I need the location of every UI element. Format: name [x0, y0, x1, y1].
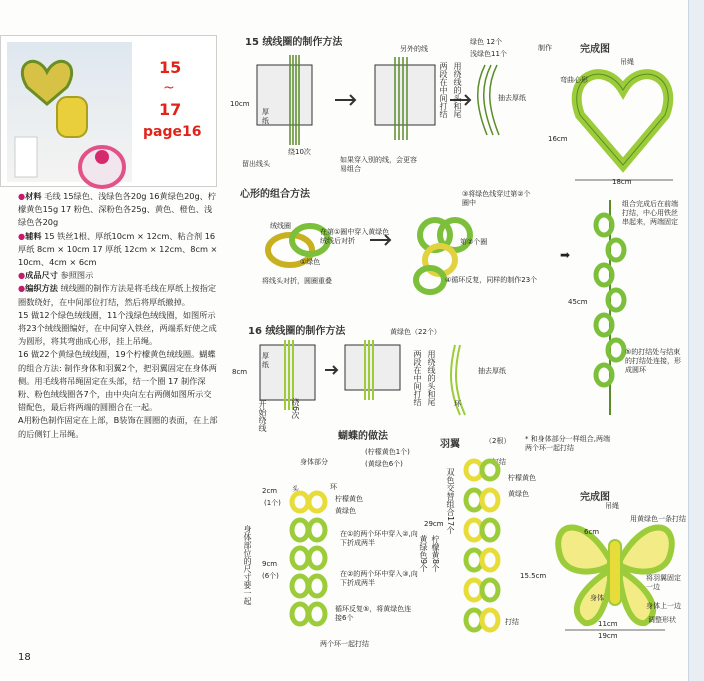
label-tie5: ⑤的打结处与结束的打结处连接，形成圆环: [625, 348, 681, 374]
label-16cm: 16cm: [548, 135, 568, 143]
label-wire: 组合完成后在前端打结，中心用铁丝串起来，两端固定: [622, 200, 678, 226]
butterfly-body-diagram: [285, 490, 335, 650]
label-wing-note: 双色交替组合17个: [446, 468, 455, 535]
label-step-b: ③将绿色线穿过第②个圈中: [462, 190, 531, 207]
label-body-note: 身体部位的尺寸要一起: [243, 525, 252, 605]
label-repeat-bf: 循环反复⑤，将黄绿色连接6个: [335, 605, 412, 622]
label-second: 第②个圈: [460, 238, 488, 246]
photo-card: [0, 35, 217, 187]
label-yg2: 黄绿色: [508, 490, 529, 498]
label-10cm: 10cm: [230, 100, 250, 108]
label-step-a: 在第①圈中穿入黄绿色绒线后对折: [320, 228, 390, 245]
label-lemon-yellow: 柠檬黄色: [508, 474, 536, 482]
label-tie-middle-16: 两段在中间打结: [413, 350, 422, 406]
aux-line: ●辅料 15 铁丝1根、厚纸10cm × 12cm、粘合剂 16 厚纸 8cm × 10cm 17 厚纸 12cm × 12cm、8cm × 10cm、4cm × 6cm: [18, 230, 218, 268]
label-9cm: 9cm: [262, 560, 278, 568]
braid-diagram: [590, 195, 630, 425]
para-17: A用粉色制作固定在上部，B装饰在圆圈的表面，在上部的后侧钉上吊绳。: [18, 415, 218, 439]
wing-diagram: [462, 455, 502, 640]
label-wing-fix: 将羽翼固定一边: [646, 574, 681, 591]
label-body: 身体部分: [300, 458, 328, 466]
label-29cm: 29cm: [424, 520, 444, 528]
label-six: (6个): [262, 572, 279, 580]
label-two: （2根）: [485, 437, 511, 445]
next-page-edge: [688, 0, 704, 681]
label-ring: 绒线圈: [270, 222, 291, 230]
method-line: ●编织方法 绒线圈的制作方法是将毛线在厚纸上按指定圈数绕好，在中间部位打结，然后将厚纸撤掉。: [18, 283, 217, 307]
arrow-icon: [325, 366, 337, 374]
label-start: 开始绕线: [258, 400, 267, 432]
label-fold: 将线头对折，圆圈重叠: [262, 277, 332, 285]
label-tie-middle: 两段在中间打结: [439, 62, 448, 118]
para-16: 16 做22个黄绿色绒线圈，19个柠檬黄色绒线圈。蝴蝶的组合方法: 制作身体和羽翼2个，把羽翼固定在身体两侧。用毛线将吊绳固定在头部，结一个圈 17 制作深粉、粉色绒线圈各7个，由中央向左右两侧如图所示交错配色，最后将两端的圆圈合在一起。: [18, 349, 217, 413]
label-use-yarn-16: 用绕线的头和尾: [427, 350, 436, 406]
label-tie: 打结: [492, 458, 506, 466]
finished-title-2: 完成图: [580, 492, 610, 503]
heart-assembly-diagram: [250, 210, 550, 310]
label-body-up: 身体上一边: [646, 602, 681, 610]
bullet-icon: ●: [18, 230, 26, 241]
label-thick-paper: 厚纸: [262, 108, 269, 125]
label-yg-knot: 用黄绿色一条打结: [630, 515, 686, 523]
label-heart-shape: 弯曲心形: [560, 76, 588, 84]
label-wind10: 绕10次: [288, 148, 311, 156]
label-19cm: 19cm: [598, 632, 618, 640]
label-thick-paper-16: 厚纸: [262, 352, 269, 369]
arrow-icon: [335, 95, 355, 105]
label-hanging: 吊绳: [620, 58, 634, 66]
product-photo: [7, 42, 132, 182]
finished-title: 完成图: [580, 44, 610, 55]
heart-method-title: 心形的组合方法: [240, 189, 310, 200]
label-leave-end: 留出线头: [242, 160, 270, 168]
label-yg: 黄绿色: [335, 507, 356, 515]
label-same-body: * 和身体部分一样组合,两端两个环一起打结: [525, 435, 610, 452]
label-use-yarn: 用绕线的头和尾: [453, 62, 462, 118]
label-lemon: 柠檬黄色: [335, 495, 363, 503]
page-number: 18: [18, 652, 31, 663]
bullet-icon: ●: [18, 270, 26, 281]
label-green1: ①绿色: [300, 258, 321, 266]
materials-line: ●材料 毛线 15绿色、浅绿色各20g 16黄绿色20g、柠檬黄色15g 17 粉色、深粉色各25g、黄色、橙色、浅绿色各20g: [18, 191, 217, 228]
step15-title: 15 绒线圈的制作方法: [245, 37, 343, 48]
label-insert2: 在②的两个环中穿入③,向下折成两半: [340, 570, 418, 587]
label-6cm: 6cm: [584, 528, 600, 536]
label-adjust: 调整形状: [648, 616, 676, 624]
label-11cm: 11cm: [598, 620, 618, 628]
label-wing: 羽翼: [440, 439, 460, 450]
label-insert1: 在①的两个环中穿入②,向下折成两半: [340, 530, 418, 547]
label-18cm: 18cm: [612, 178, 632, 186]
label-lightgreen11: 浅绿色11个: [470, 50, 507, 58]
arrow-right-icon: ➡: [560, 248, 571, 262]
bullet-icon: ●: [18, 191, 26, 201]
para-15: 15 做12个绿色绒线圈，11个浅绿色绒线圈，如图所示将23个绒线圈编好，在中间穿入铁丝，两端系好使之成为圆形，将其弯曲成心形，挂上吊绳。: [18, 309, 217, 347]
label-lemon1: (柠檬黄色1个): [365, 448, 410, 456]
label-tie-end: 两个环一起打结: [320, 640, 369, 648]
label-hanging-2: 吊绳: [605, 502, 619, 510]
label-tip: 如果穿入别的线，会更容易组合: [340, 156, 417, 173]
page-label: page16: [143, 124, 202, 140]
label-remove-paper-16: 抽去厚纸: [478, 367, 506, 375]
label-loop: 环: [330, 483, 337, 491]
page-range-tilde: ~: [163, 80, 175, 96]
label-45cm: 45cm: [568, 298, 588, 306]
label-yellowgreen22: 黄绿色（22个）: [390, 328, 441, 336]
bullet-icon: ●: [18, 283, 26, 294]
butterfly-title: 蝴蝶的做法: [338, 431, 388, 442]
label-one: (1个): [264, 499, 281, 507]
step16-title: 16 绒线圈的制作方法: [248, 326, 346, 337]
step15-diagram: [235, 45, 535, 170]
page-range-end: 17: [159, 100, 182, 119]
instructions: [18, 190, 218, 441]
label-other-yarn: 另外的线: [400, 45, 428, 53]
label-repeat: ④循环反复，同样的制作23个: [445, 276, 538, 284]
label-yg6: (黄绿色6个): [365, 460, 403, 468]
label-green12: 绿色 12个: [470, 38, 503, 46]
label-loop-16: 环: [454, 400, 461, 408]
page-range-start: 15: [159, 58, 182, 77]
size-line: ●成品尺寸 参照图示: [18, 270, 94, 281]
label-tie2: 打结: [505, 618, 519, 626]
label-head: 头: [292, 485, 299, 493]
label-155cm: 15.5cm: [520, 572, 547, 580]
label-yg9: 黄绿色9个: [419, 535, 428, 573]
heart-diagram: [555, 55, 695, 185]
label-make: 制作: [538, 44, 552, 52]
label-remove-paper: 抽去厚纸: [498, 94, 526, 102]
label-8cm: 8cm: [232, 368, 248, 376]
label-body-final: 身体: [590, 594, 604, 602]
label-2cm: 2cm: [262, 487, 278, 495]
label-yellow8: 柠檬黄8个: [431, 535, 440, 573]
label-wind6: 绕6次: [291, 398, 300, 420]
photo-illustration: [7, 42, 132, 182]
